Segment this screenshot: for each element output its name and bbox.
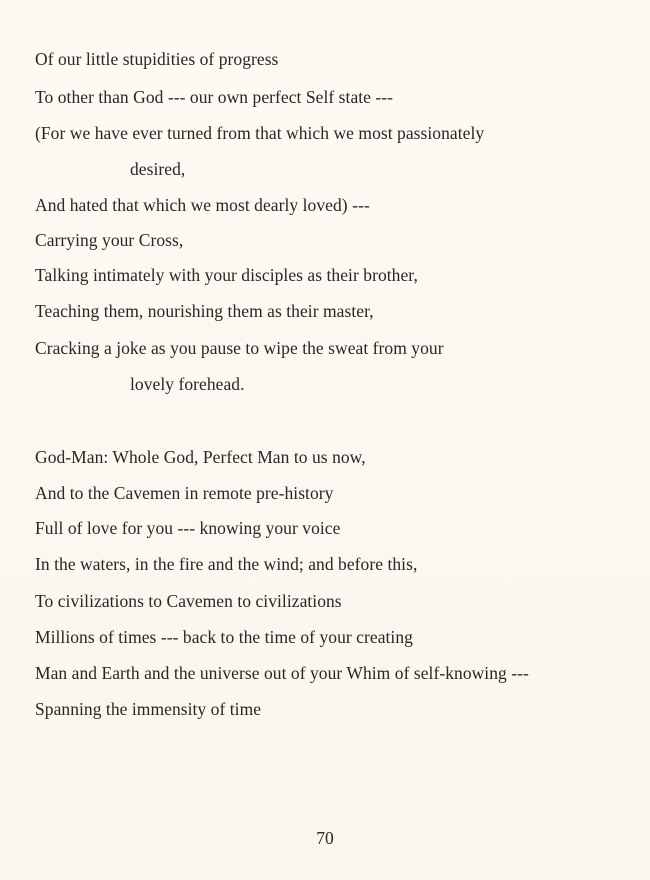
poem-line: To other than God --- our own perfect Self state --- — [35, 87, 394, 107]
poem-line: Cracking a joke as you pause to wipe the sweat from your — [35, 338, 444, 358]
poem-line-continuation: desired, — [130, 159, 186, 179]
poem-line: Millions of times --- back to the time of your creating — [35, 627, 413, 647]
poem-line: Carrying your Cross, — [35, 230, 184, 250]
poem-line: (For we have ever turned from that which we most passionately — [35, 123, 485, 143]
poem-line: Of our little stupidities of progress — [35, 49, 279, 69]
poem-line: Talking intimately with your disciples as their brother, — [35, 265, 418, 285]
poem-line: In the waters, in the fire and the wind; and before this, — [35, 554, 418, 574]
poem-line: Teaching them, nourishing them as their master, — [35, 301, 374, 321]
poem-line: Man and Earth and the universe out of your Whim of self-knowing --- — [35, 663, 529, 683]
poem-line: To civilizations to Cavemen to civilizations — [35, 591, 342, 611]
poem-line: And hated that which we most dearly loved) --- — [35, 195, 370, 215]
poem-line: God-Man: Whole God, Perfect Man to us now, — [35, 447, 366, 467]
poem-line: And to the Cavemen in remote pre-history — [35, 483, 334, 503]
poem-line-continuation: lovely forehead. — [130, 374, 245, 394]
page-number: 70 — [316, 828, 334, 848]
poem-line: Full of love for you --- knowing your voice — [35, 518, 341, 538]
poem-line: Spanning the immensity of time — [35, 699, 262, 719]
